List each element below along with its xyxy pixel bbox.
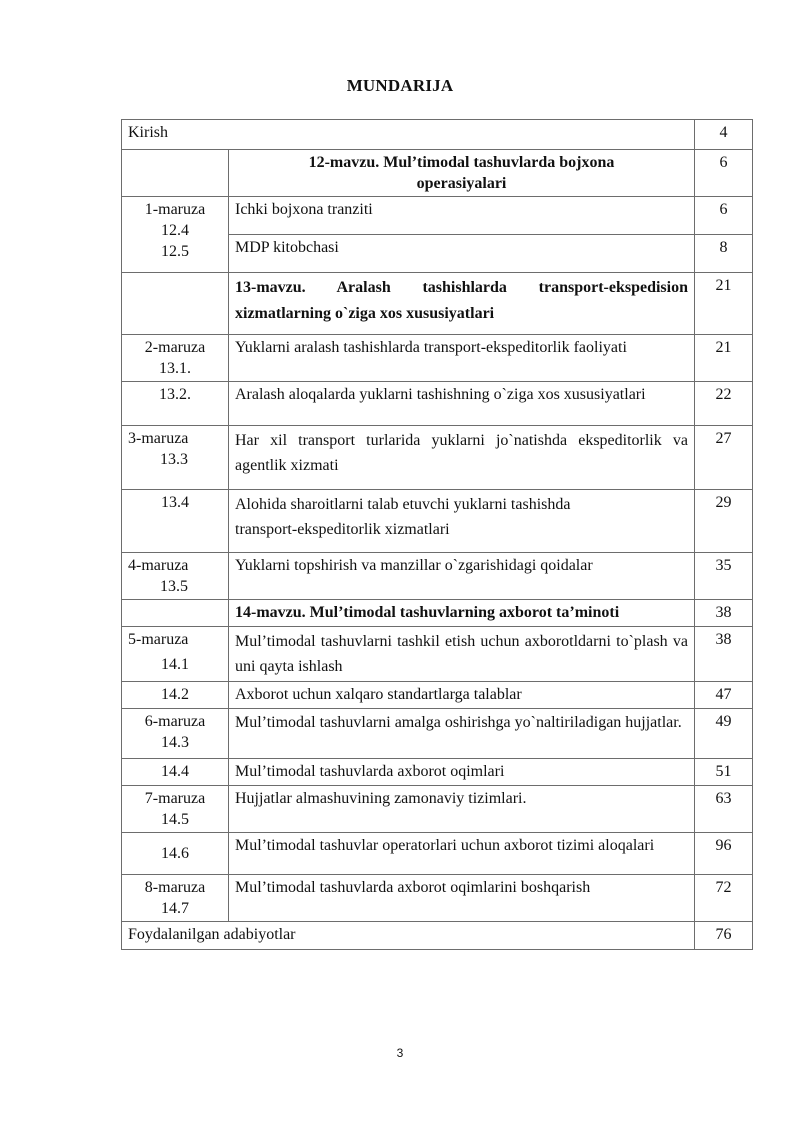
toc-page-number: 76	[695, 922, 753, 950]
section-number: 14.4	[122, 759, 229, 786]
toc-entry-title[interactable]: Mul’timodal tashuvlar operatorlari uchun axborot tizimi aloqalari	[229, 833, 695, 875]
toc-lecture-cell	[122, 786, 229, 833]
page-number: 3	[396, 1046, 404, 1060]
lecture-label: 7-maruza	[144, 790, 206, 807]
toc-page-number: 38	[695, 627, 753, 682]
toc-row-14-4	[122, 759, 753, 786]
toc-topic-title[interactable]: 13-mavzu. Aralash tashishlarda transport-ekspedision xizmatlarning o`ziga xos xususiyatlari	[229, 273, 695, 335]
toc-row-13-5	[122, 553, 753, 600]
toc-row-13-3	[122, 426, 753, 490]
toc-row-topic-13	[122, 273, 753, 335]
toc-entry-title[interactable]: Foydalanilgan adabiyotlar	[122, 922, 695, 950]
toc-page-number: 6	[695, 150, 753, 197]
lecture-label: 3-maruza	[128, 430, 189, 447]
section-number: 13.4	[122, 490, 229, 553]
section-number: 14.3	[161, 734, 189, 751]
toc-entry-title-line: transport-ekspeditorlik xizmatlari	[235, 521, 450, 538]
toc-row-topic-14	[122, 600, 753, 627]
toc-row-14-1	[122, 627, 753, 682]
section-number: 12.5	[161, 243, 189, 260]
lecture-label: 2-maruza	[144, 339, 206, 356]
toc-page-number: 51	[695, 759, 753, 786]
toc-row-intro	[122, 120, 753, 150]
toc-page-number: 4	[695, 120, 753, 150]
toc-page-number: 29	[695, 490, 753, 553]
toc-entry-title[interactable]: Hujjatlar almashuvining zamonaviy tizimlari.	[229, 786, 695, 833]
section-number: 14.1	[161, 656, 189, 673]
toc-entry-title[interactable]	[229, 490, 695, 553]
toc-row-12-4	[122, 197, 753, 235]
section-number: 12.4	[161, 222, 189, 239]
lecture-label: 8-maruza	[144, 879, 206, 896]
toc-topic-title[interactable]: 14-mavzu. Mul’timodal tashuvlarning axborot ta’minoti	[229, 600, 695, 627]
toc-entry-title-line: Alohida sharoitlarni talab etuvchi yuklarni tashishda	[235, 496, 571, 513]
section-number: 14.2	[122, 682, 229, 709]
page-title: MUNDARIJA	[346, 76, 454, 95]
toc-row-14-7	[122, 875, 753, 922]
toc-lecture-cell	[122, 875, 229, 922]
toc-lecture-cell	[122, 709, 229, 759]
toc-entry-title[interactable]: Axborot uchun xalqaro standartlarga talablar	[229, 682, 695, 709]
lecture-label: 1-maruza	[144, 201, 206, 218]
toc-page-number: 22	[695, 382, 753, 426]
toc-page-number: 8	[695, 235, 753, 273]
table-of-contents	[121, 119, 753, 950]
section-number: 13.5	[160, 578, 188, 595]
toc-lecture-cell-empty	[122, 600, 229, 627]
toc-lecture-cell	[122, 197, 229, 273]
section-number: 13.3	[160, 451, 188, 468]
toc-lecture-cell	[122, 627, 229, 682]
toc-lecture-cell	[122, 553, 229, 600]
toc-entry-title[interactable]: Yuklarni topshirish va manzillar o`zgarishidagi qoidalar	[229, 553, 695, 600]
toc-entry-title[interactable]: Ichki bojxona tranziti	[229, 197, 695, 235]
toc-page-number: 35	[695, 553, 753, 600]
toc-page-number: 21	[695, 335, 753, 382]
toc-entry-title[interactable]: Mul’timodal tashuvlarda axborot oqimlarini boshqarish	[229, 875, 695, 922]
toc-page-number: 63	[695, 786, 753, 833]
lecture-label: 5-maruza	[128, 631, 189, 648]
toc-row-13-4	[122, 490, 753, 553]
toc-row-14-3	[122, 709, 753, 759]
toc-page-number: 21	[695, 273, 753, 335]
toc-entry-title[interactable]: MDP kitobchasi	[229, 235, 695, 273]
toc-page-number: 72	[695, 875, 753, 922]
toc-page-number: 96	[695, 833, 753, 875]
section-number: 13.1.	[159, 360, 191, 377]
toc-page-number: 27	[695, 426, 753, 490]
toc-lecture-cell	[122, 335, 229, 382]
toc-entry-title[interactable]: Mul’timodal tashuvlarni amalga oshirishga yo`naltiriladigan hujjatlar.	[229, 709, 695, 759]
toc-topic-title-line: operasiyalari	[416, 175, 507, 192]
toc-entry-title[interactable]: Har xil transport turlarida yuklarni jo`natishda ekspeditorlik va agentlik xizmati	[229, 426, 695, 490]
toc-page-number: 47	[695, 682, 753, 709]
toc-row-14-6	[122, 833, 753, 875]
section-number: 14.7	[161, 900, 189, 917]
toc-page-number: 49	[695, 709, 753, 759]
toc-row-topic-12	[122, 150, 753, 197]
toc-row-14-5	[122, 786, 753, 833]
toc-lecture-cell	[122, 426, 229, 490]
section-number: 14.6	[122, 833, 229, 875]
toc-entry-title[interactable]: Aralash aloqalarda yuklarni tashishning o`ziga xos xususiyatlari	[229, 382, 695, 426]
toc-row-13-2	[122, 382, 753, 426]
toc-entry-title[interactable]: Yuklarni aralash tashishlarda transport-ekspeditorlik faoliyati	[229, 335, 695, 382]
section-number: 13.2.	[122, 382, 229, 426]
toc-page-number: 38	[695, 600, 753, 627]
toc-entry-title[interactable]: Kirish	[122, 120, 695, 150]
toc-topic-title-line: 12-mavzu. Mul’timodal tashuvlarda bojxona	[308, 154, 615, 171]
lecture-label: 4-maruza	[128, 557, 189, 574]
toc-entry-title[interactable]: Mul’timodal tashuvlarni tashkil etish uchun axborotldarni to`plash va uni qayta ishlash	[229, 627, 695, 682]
lecture-label: 6-maruza	[144, 713, 206, 730]
toc-page-number: 6	[695, 197, 753, 235]
toc-row-14-2	[122, 682, 753, 709]
toc-row-references	[122, 922, 753, 950]
toc-entry-title[interactable]: Mul’timodal tashuvlarda axborot oqimlari	[229, 759, 695, 786]
toc-lecture-cell-empty	[122, 150, 229, 197]
toc-row-13-1	[122, 335, 753, 382]
toc-topic-title[interactable]	[229, 150, 695, 197]
toc-lecture-cell-empty	[122, 273, 229, 335]
section-number: 14.5	[161, 811, 189, 828]
